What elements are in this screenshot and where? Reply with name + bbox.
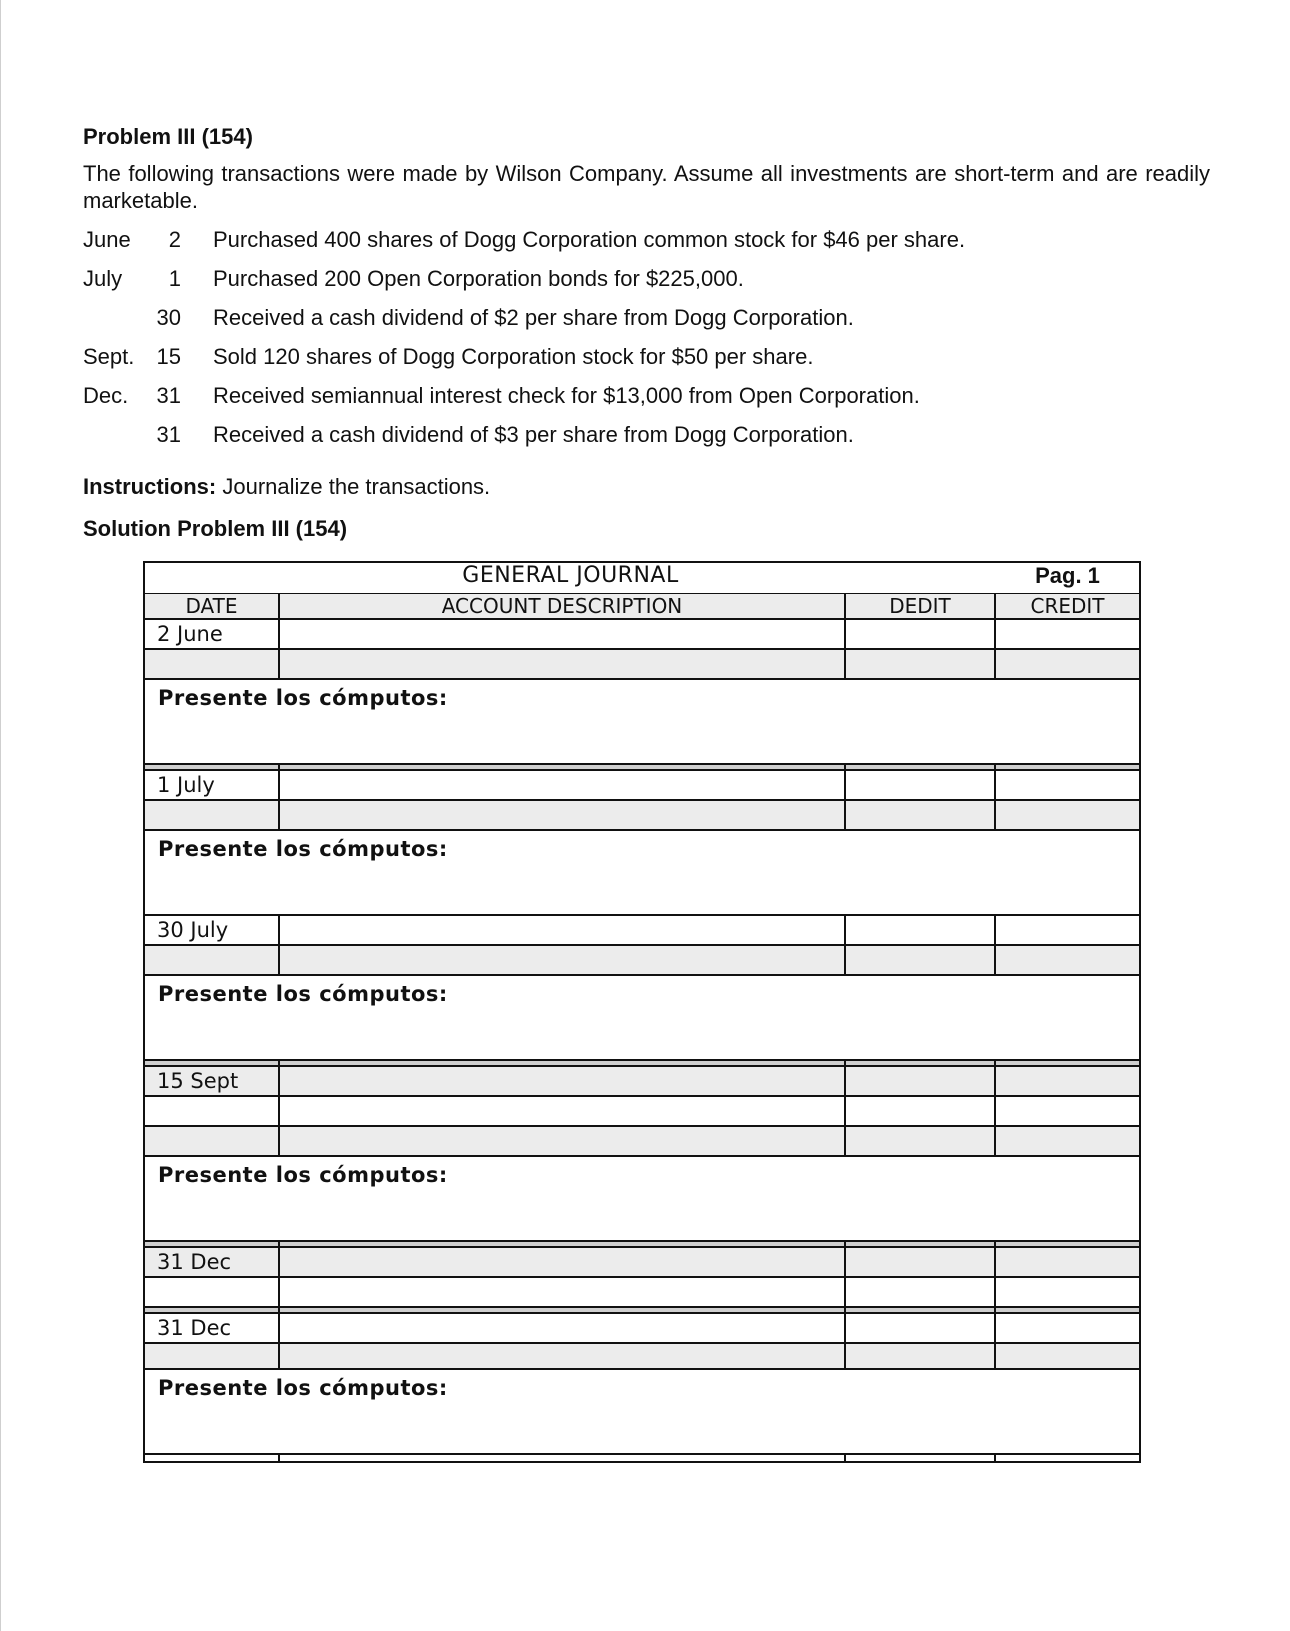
general-journal-table — [143, 561, 1141, 1463]
transaction-description: Received semiannual interest check for $13,000 from Open Corporation. — [213, 382, 920, 408]
journal-page-number: Pag. 1 — [1035, 563, 1100, 588]
credit-cell[interactable] — [996, 771, 1139, 799]
transaction-day: 15 — [156, 343, 181, 369]
debit-cell[interactable] — [846, 1314, 996, 1342]
debit-cell[interactable] — [846, 1344, 996, 1368]
journal-title: GENERAL JOURNAL — [462, 563, 679, 588]
solution-title: Solution Problem III (154) — [83, 516, 348, 541]
transaction-day: 31 — [156, 382, 181, 408]
computations-label: Presente los cómputos: — [158, 686, 448, 710]
problem-intro: The following transactions were made by Wilson Company. Assume all investments are short-term and are readily marketable. — [83, 161, 1210, 213]
computations-area[interactable] — [145, 1370, 1139, 1455]
journal-row — [145, 1067, 1139, 1097]
transaction-list — [83, 220, 1210, 454]
instructions — [83, 472, 1210, 502]
computations-label: Presente los cómputos: — [158, 1163, 448, 1187]
debit-cell[interactable] — [846, 916, 996, 944]
computations-area[interactable] — [145, 680, 1139, 765]
computations-label: Presente los cómputos: — [158, 982, 448, 1006]
header-date: DATE — [145, 594, 280, 618]
entry-date: 31 Dec — [145, 1248, 280, 1276]
transaction-item — [83, 298, 1210, 337]
journal-row — [145, 1314, 1139, 1344]
transaction-item — [83, 259, 1210, 298]
journal-row — [145, 801, 1139, 831]
transaction-month: Dec. — [83, 382, 129, 408]
credit-cell[interactable] — [996, 1248, 1139, 1276]
debit-cell[interactable] — [846, 771, 996, 799]
account-description-cell[interactable] — [280, 916, 846, 944]
entry-date: 15 Sept — [145, 1067, 280, 1095]
date-cell[interactable] — [145, 1344, 280, 1368]
journal-row — [145, 1344, 1139, 1370]
header-credit: CREDIT — [1030, 594, 1105, 618]
account-description-cell[interactable] — [280, 946, 846, 974]
account-description-cell[interactable] — [280, 650, 846, 678]
transaction-item — [83, 337, 1210, 376]
entry-date: 2 June — [145, 620, 280, 648]
entry-date: 31 Dec — [145, 1314, 280, 1342]
credit-cell[interactable] — [996, 1344, 1139, 1368]
credit-cell[interactable] — [996, 1127, 1139, 1155]
computations-area[interactable] — [145, 1157, 1139, 1242]
transaction-month: Sept. — [83, 343, 135, 369]
journal-row — [145, 620, 1139, 650]
journal-title-row — [145, 563, 1139, 594]
account-description-cell[interactable] — [280, 801, 846, 829]
transaction-description: Purchased 200 Open Corporation bonds for $225,000. — [213, 265, 744, 291]
credit-cell[interactable] — [996, 1097, 1139, 1125]
date-cell[interactable] — [145, 946, 280, 974]
journal-row — [145, 1278, 1139, 1308]
date-cell[interactable] — [145, 1278, 280, 1306]
account-description-cell[interactable] — [280, 771, 846, 799]
debit-cell[interactable] — [846, 1278, 996, 1306]
journal-row — [145, 650, 1139, 680]
debit-cell[interactable] — [846, 1067, 996, 1095]
computations-area[interactable] — [145, 831, 1139, 916]
account-description-cell[interactable] — [280, 1314, 846, 1342]
header-account-description: ACCOUNT DESCRIPTION — [280, 594, 846, 618]
problem-section — [83, 122, 1210, 544]
date-cell[interactable] — [145, 801, 280, 829]
debit-cell[interactable] — [846, 1097, 996, 1125]
entry-date: 1 July — [145, 771, 280, 799]
account-description-cell[interactable] — [280, 620, 846, 648]
transaction-item — [83, 376, 1210, 415]
credit-cell[interactable] — [996, 620, 1139, 648]
problem-title: Problem III (154) — [83, 124, 253, 149]
journal-bottom-edge — [145, 1455, 1139, 1461]
transaction-day: 1 — [168, 265, 181, 291]
credit-cell[interactable] — [996, 1314, 1139, 1342]
debit-cell[interactable] — [846, 1248, 996, 1276]
entry-date: 30 July — [145, 916, 280, 944]
journal-row — [145, 916, 1139, 946]
transaction-item — [83, 415, 1210, 454]
account-description-cell[interactable] — [280, 1097, 846, 1125]
credit-cell[interactable] — [996, 801, 1139, 829]
credit-cell[interactable] — [996, 946, 1139, 974]
date-cell[interactable] — [145, 1127, 280, 1155]
transaction-day: 31 — [156, 421, 181, 447]
debit-cell[interactable] — [846, 1127, 996, 1155]
account-description-cell[interactable] — [280, 1278, 846, 1306]
credit-cell[interactable] — [996, 650, 1139, 678]
transaction-description: Received a cash dividend of $2 per share from Dogg Corporation. — [213, 304, 854, 330]
account-description-cell[interactable] — [280, 1344, 846, 1368]
header-debit: DEDIT — [846, 594, 996, 618]
account-description-cell[interactable] — [280, 1067, 846, 1095]
debit-cell[interactable] — [846, 946, 996, 974]
journal-row — [145, 771, 1139, 801]
date-cell[interactable] — [145, 650, 280, 678]
account-description-cell[interactable] — [280, 1248, 846, 1276]
debit-cell[interactable] — [846, 801, 996, 829]
debit-cell[interactable] — [846, 650, 996, 678]
credit-cell[interactable] — [996, 1278, 1139, 1306]
debit-cell[interactable] — [846, 620, 996, 648]
transaction-month: June — [83, 226, 131, 252]
computations-area[interactable] — [145, 976, 1139, 1061]
transaction-month: July — [83, 265, 123, 291]
journal-row — [145, 1127, 1139, 1157]
transaction-description: Received a cash dividend of $3 per share from Dogg Corporation. — [213, 421, 854, 447]
credit-cell[interactable] — [996, 916, 1139, 944]
computations-label: Presente los cómputos: — [158, 1376, 448, 1400]
instructions-label: Instructions: — [83, 474, 217, 499]
transaction-day: 30 — [156, 304, 181, 330]
transaction-description: Sold 120 shares of Dogg Corporation stock for $50 per share. — [213, 343, 814, 369]
date-cell[interactable] — [145, 1097, 280, 1125]
transaction-day: 2 — [168, 226, 181, 252]
instructions-text: Journalize the transactions. — [216, 474, 491, 499]
credit-cell[interactable] — [996, 1067, 1139, 1095]
journal-header-row — [145, 594, 1139, 620]
computations-label: Presente los cómputos: — [158, 837, 448, 861]
journal-row — [145, 946, 1139, 976]
account-description-cell[interactable] — [280, 1127, 846, 1155]
page-left-edge — [0, 0, 1, 1631]
transaction-item — [83, 220, 1210, 259]
transaction-description: Purchased 400 shares of Dogg Corporation common stock for $46 per share. — [213, 226, 966, 252]
journal-row — [145, 1248, 1139, 1278]
journal-row — [145, 1097, 1139, 1127]
